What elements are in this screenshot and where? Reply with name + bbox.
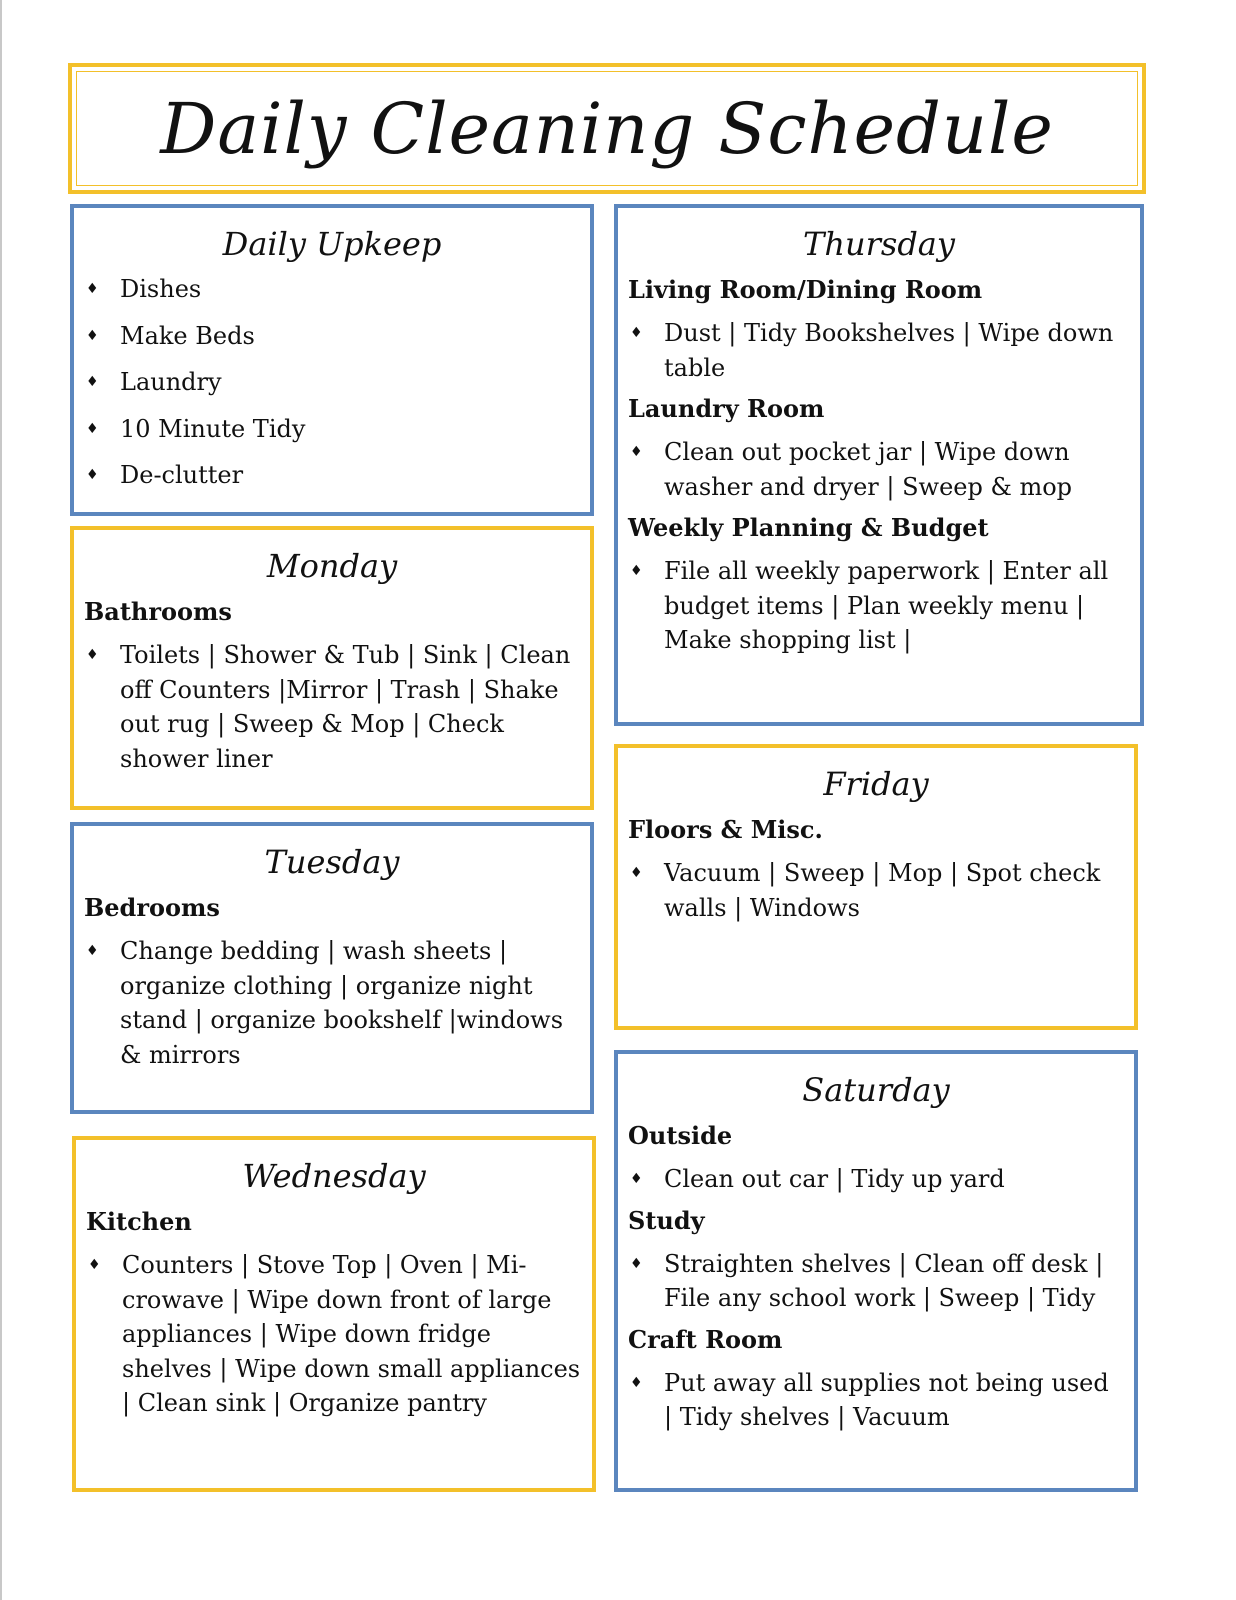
item-text: Counters | Stove Top | Oven | Mi-crowave | Wipe down front of large appliances | Wipe down fridge shelves | Wipe down small appliances | Clean sink | Organize pantry: [122, 1251, 581, 1417]
list-item: [628, 1366, 1124, 1435]
thursday-list-1: [628, 316, 1130, 385]
card-title: Friday: [823, 765, 929, 803]
diamond-bullet-icon: ♦: [88, 1257, 101, 1273]
item-text: Change bedding | wash sheets | organize clothing | organize night stand | organize bookshelf |windows & mirrors: [120, 937, 564, 1069]
item-text: Dishes: [120, 275, 202, 303]
item-text: File all weekly paperwork | Enter all budget items | Plan weekly menu | Make shopping list |: [664, 557, 1109, 654]
list-item: [628, 1247, 1124, 1316]
diamond-bullet-icon: ♦: [86, 467, 99, 483]
saturday-list-3: [628, 1366, 1124, 1435]
item-text: Put away all supplies not being used | Tidy shelves | Vacuum: [664, 1368, 1109, 1431]
list-item: [628, 316, 1130, 385]
card-thursday: [614, 204, 1144, 726]
card-saturday: [614, 1050, 1138, 1492]
list-item: [86, 1248, 582, 1421]
saturday-list-2: [628, 1247, 1124, 1316]
thursday-list-2: [628, 435, 1130, 504]
title-banner-inner: [76, 71, 1138, 186]
section-heading: Craft Room: [628, 1324, 783, 1354]
item-text: Dust | Tidy Bookshelves | Wipe down table: [664, 319, 1114, 382]
item-text: Make Beds: [120, 321, 255, 350]
diamond-bullet-icon: ♦: [86, 647, 99, 663]
card-wednesday: [72, 1136, 596, 1492]
list-item: [84, 272, 580, 307]
item-text: Straighten shelves | Clean off desk | File any school work | Sweep | Tidy: [664, 1249, 1104, 1312]
card-friday: [614, 744, 1138, 1030]
friday-list: [628, 856, 1124, 925]
section-heading: Bedrooms: [84, 893, 220, 922]
diamond-bullet-icon: ♦: [630, 1374, 643, 1391]
diamond-bullet-icon: ♦: [630, 1255, 643, 1272]
item-text: 10 Minute Tidy: [120, 414, 306, 443]
diamond-bullet-icon: ♦: [630, 444, 643, 460]
list-item: [84, 934, 580, 1072]
page-edge-line: [0, 0, 2, 1600]
diamond-bullet-icon: ♦: [86, 327, 99, 344]
item-text: Laundry: [120, 368, 222, 396]
wednesday-list: [86, 1248, 582, 1421]
list-item: [84, 365, 580, 400]
section-heading: Living Room/Dining Room: [628, 275, 983, 304]
card-daily-upkeep: [70, 204, 594, 516]
list-item: [84, 638, 580, 776]
card-title: Tuesday: [264, 843, 400, 881]
section-heading: Laundry Room: [628, 394, 825, 423]
list-item: [84, 458, 580, 493]
item-text: Clean out car | Tidy up yard: [664, 1165, 1005, 1193]
diamond-bullet-icon: ♦: [86, 420, 99, 437]
card-title: Daily Upkeep: [222, 225, 442, 263]
page-title: Daily Cleaning Schedule: [160, 87, 1054, 170]
title-banner: [68, 63, 1146, 194]
saturday-list-1: [628, 1162, 1124, 1197]
section-heading: Floors & Misc.: [628, 815, 823, 844]
section-heading: Weekly Planning & Budget: [628, 513, 989, 542]
list-item: [84, 412, 580, 447]
item-text: Toilets | Shower & Tub | Sink | Clean off Counters |Mirror | Trash | Shake out rug | Sweep & Mop | Check shower liner: [120, 641, 571, 773]
card-title: Saturday: [802, 1071, 950, 1109]
list-item: [628, 554, 1130, 658]
item-text: Clean out pocket jar | Wipe down washer and dryer | Sweep & mop: [664, 438, 1073, 501]
tuesday-list: [84, 934, 580, 1072]
diamond-bullet-icon: ♦: [86, 943, 99, 959]
diamond-bullet-icon: ♦: [630, 1171, 643, 1187]
diamond-bullet-icon: ♦: [86, 374, 99, 390]
diamond-bullet-icon: ♦: [630, 865, 643, 881]
monday-list: [84, 638, 580, 776]
card-title: Thursday: [803, 225, 955, 263]
card-title: Wednesday: [242, 1157, 426, 1195]
list-item: [628, 435, 1130, 504]
section-heading: Outside: [628, 1121, 733, 1150]
diamond-bullet-icon: ♦: [86, 281, 99, 297]
daily-list: [84, 272, 580, 493]
section-heading: Kitchen: [86, 1207, 192, 1236]
card-tuesday: [70, 822, 594, 1114]
section-heading: Study: [628, 1205, 705, 1235]
thursday-list-3: [628, 554, 1130, 658]
item-text: Vacuum | Sweep | Mop | Spot check walls | Windows: [664, 859, 1101, 922]
section-heading: Bathrooms: [84, 597, 232, 626]
card-monday: [70, 526, 594, 810]
list-item: [628, 856, 1124, 925]
diamond-bullet-icon: ♦: [630, 325, 643, 341]
diamond-bullet-icon: ♦: [630, 563, 643, 579]
card-title: Monday: [266, 547, 398, 585]
list-item: [84, 319, 580, 354]
item-text: De-clutter: [120, 461, 244, 489]
list-item: [628, 1162, 1124, 1197]
